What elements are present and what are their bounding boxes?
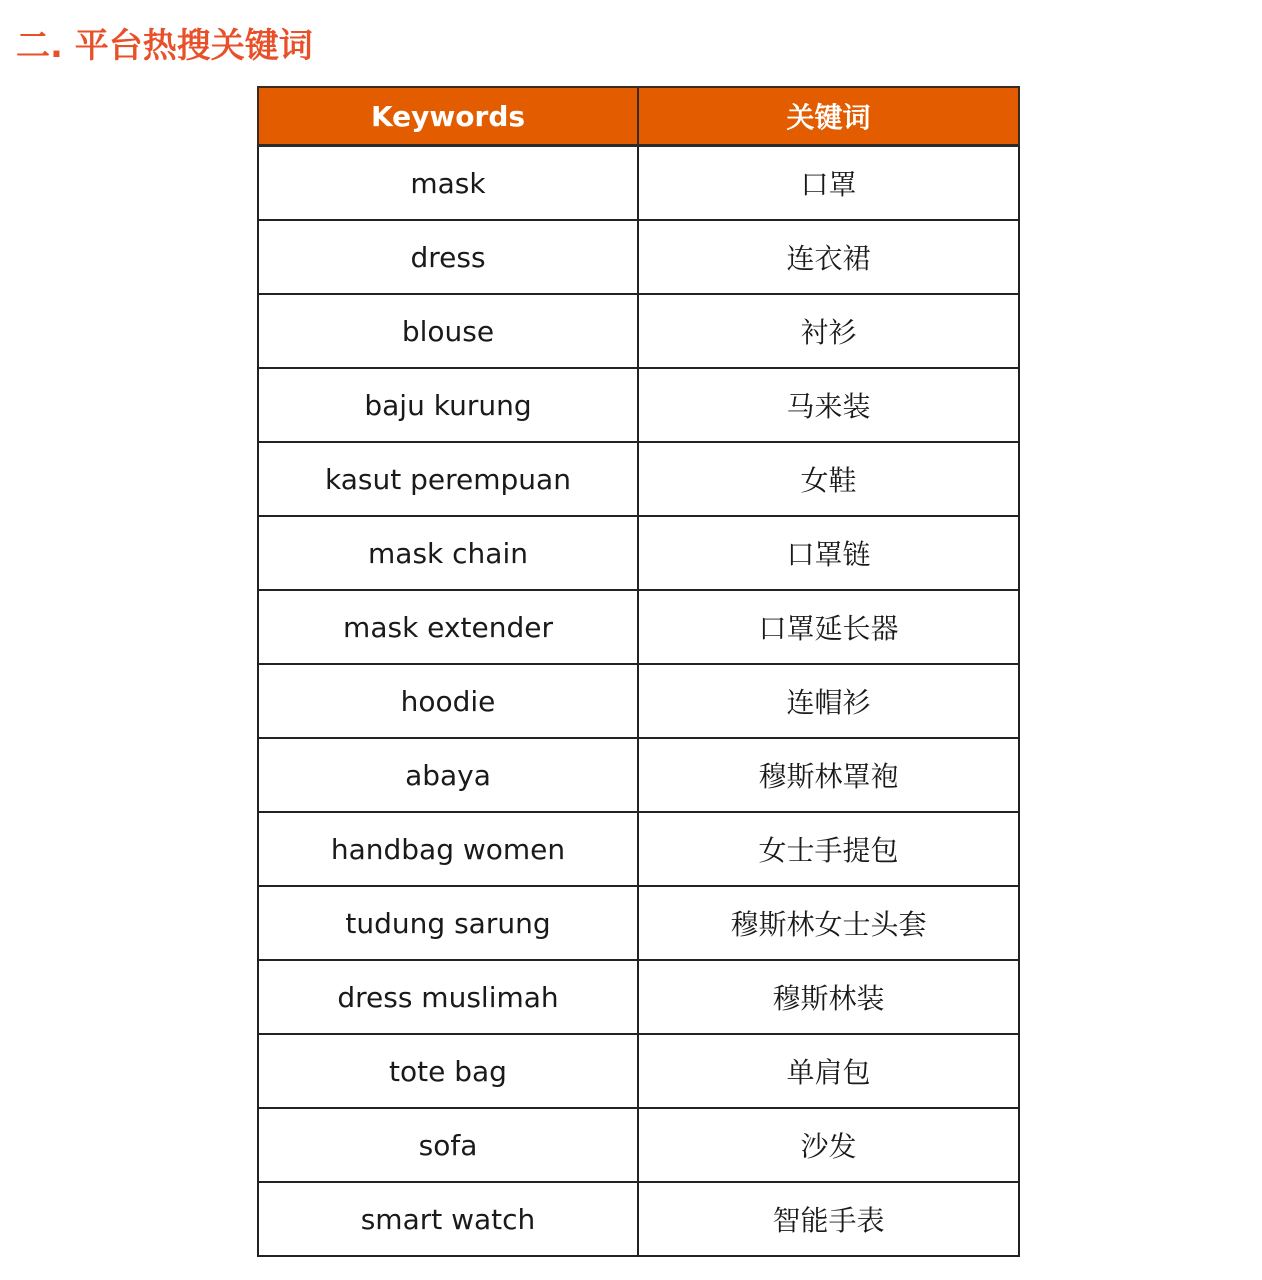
table-row	[258, 812, 1019, 886]
chinese-cell: 女鞋	[638, 442, 1019, 516]
header-chinese: 关键词	[638, 87, 1019, 146]
page-title: 二. 平台热搜关键词	[16, 26, 313, 66]
keyword-cell: tudung sarung	[258, 886, 638, 960]
chinese-cell: 女士手提包	[638, 812, 1019, 886]
table-row	[258, 1034, 1019, 1108]
keyword-cell: dress	[258, 220, 638, 294]
table-row	[258, 516, 1019, 590]
keyword-cell: abaya	[258, 738, 638, 812]
chinese-cell: 单肩包	[638, 1034, 1019, 1108]
table-row	[258, 294, 1019, 368]
table-row	[258, 220, 1019, 294]
header-keywords: Keywords	[258, 87, 638, 146]
chinese-cell: 穆斯林装	[638, 960, 1019, 1034]
keyword-cell: hoodie	[258, 664, 638, 738]
chinese-cell: 穆斯林罩袍	[638, 738, 1019, 812]
chinese-cell: 衬衫	[638, 294, 1019, 368]
table-row	[258, 1108, 1019, 1182]
chinese-cell: 连帽衫	[638, 664, 1019, 738]
table-row	[258, 442, 1019, 516]
chinese-cell: 马来装	[638, 368, 1019, 442]
chinese-cell: 口罩	[638, 146, 1019, 221]
table-row	[258, 960, 1019, 1034]
keyword-cell: blouse	[258, 294, 638, 368]
keyword-cell: sofa	[258, 1108, 638, 1182]
keyword-cell: kasut perempuan	[258, 442, 638, 516]
chinese-cell: 口罩链	[638, 516, 1019, 590]
keyword-cell: dress muslimah	[258, 960, 638, 1034]
table-header-row	[258, 87, 1019, 146]
keyword-cell: handbag women	[258, 812, 638, 886]
keyword-table	[257, 86, 1020, 1257]
chinese-cell: 智能手表	[638, 1182, 1019, 1256]
keyword-cell: tote bag	[258, 1034, 638, 1108]
table-row	[258, 368, 1019, 442]
chinese-cell: 沙发	[638, 1108, 1019, 1182]
table-row	[258, 146, 1019, 221]
keyword-cell: baju kurung	[258, 368, 638, 442]
chinese-cell: 口罩延长器	[638, 590, 1019, 664]
chinese-cell: 穆斯林女士头套	[638, 886, 1019, 960]
keyword-cell: mask	[258, 146, 638, 221]
table-row	[258, 664, 1019, 738]
table-row	[258, 738, 1019, 812]
table-row	[258, 886, 1019, 960]
keyword-cell: smart watch	[258, 1182, 638, 1256]
keyword-cell: mask extender	[258, 590, 638, 664]
chinese-cell: 连衣裙	[638, 220, 1019, 294]
keyword-cell: mask chain	[258, 516, 638, 590]
table-row	[258, 590, 1019, 664]
table-row	[258, 1182, 1019, 1256]
